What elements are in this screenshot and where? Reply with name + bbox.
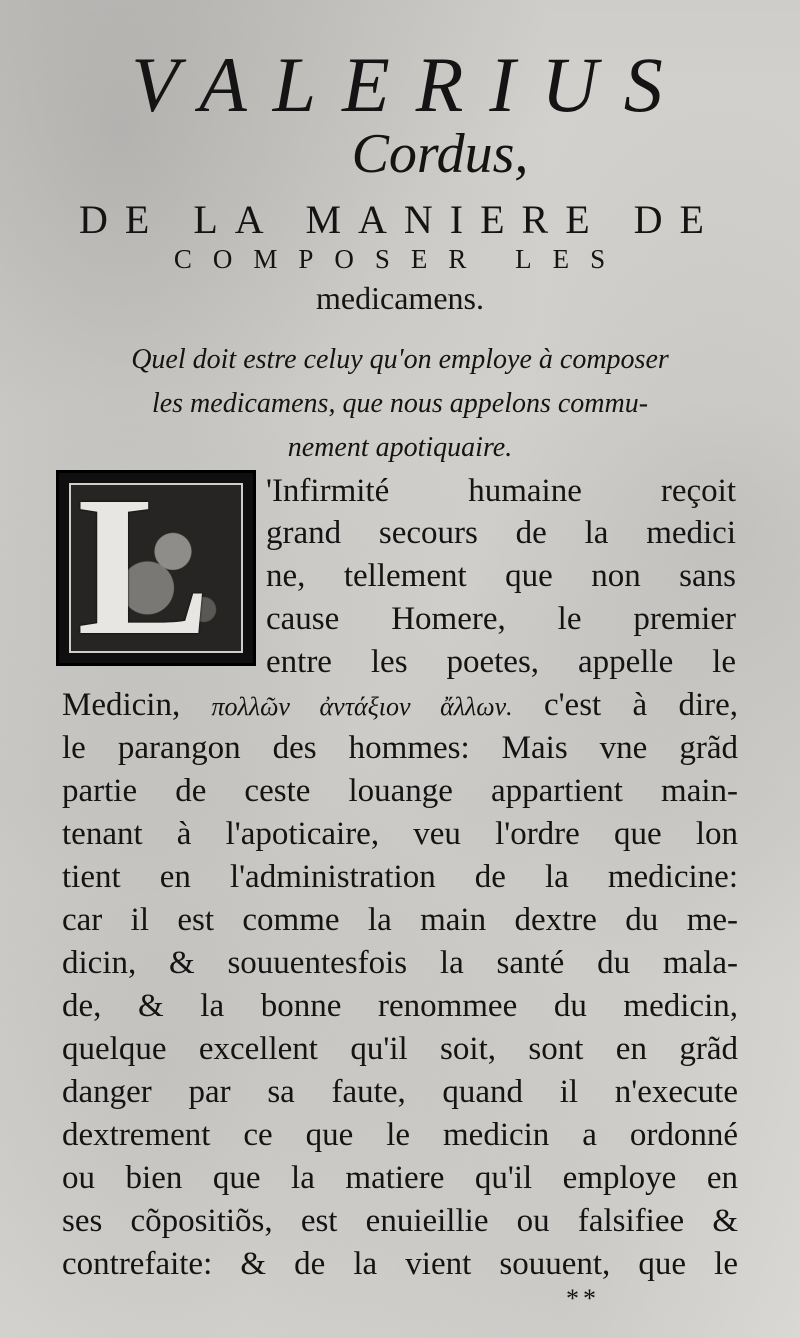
text-line: grand secours de la medici <box>266 515 736 551</box>
text-line: ne, tellement que non sans <box>266 558 736 594</box>
signature-mark: ** <box>566 1284 600 1313</box>
initial-letter: L <box>77 456 211 677</box>
text-line: danger par sa faute, quand il n'execute <box>62 1074 738 1110</box>
author-heading: VALERIUS <box>131 41 689 128</box>
text-line-medicin <box>62 686 738 726</box>
text-line: dicin, & souuentesfois la santé du mala- <box>62 945 738 981</box>
greek-quotation: πολλῶν ἀντάξιον ἄλλων. <box>211 692 513 721</box>
text-line: cause Homere, le premier <box>266 601 736 637</box>
subtitle-line: nement apotiquaire. <box>287 432 513 463</box>
text-line: car il est comme la main dextre du me- <box>62 902 738 938</box>
subtitle-line: Quel doit estre celuy qu'on employe à composer <box>131 344 669 375</box>
text-line: quelque excellent qu'il soit, sont en grãd <box>62 1031 738 1067</box>
text-line: dextrement ce que le medicin a ordonné <box>62 1117 738 1153</box>
text-line: de, & la bonne renommee du medicin, <box>62 988 738 1024</box>
text-line: ou bien que la matiere qu'il employe en <box>62 1160 738 1196</box>
text-line: ses cõpositiõs, est enuieillie ou falsifiee & <box>62 1203 738 1239</box>
text-line: le parangon des hommes: Mais vne grãd <box>62 730 738 766</box>
title-line-1: DE LA MANIERE DE <box>79 197 721 242</box>
title-line-2: COMPOSER LES <box>173 244 627 274</box>
text-line: partie de ceste louange appartient main- <box>62 773 738 809</box>
text-fragment: c'est à dire, <box>543 687 739 723</box>
text-line: tenant à l'apoticaire, veu l'ordre que lon <box>62 816 738 852</box>
text-line: contrefaite: & de la vient souuent, que le <box>62 1246 738 1282</box>
subtitle-line: les medicamens, que nous appelons commu- <box>151 388 649 419</box>
text-line: 'Infirmité humaine reçoit <box>266 473 736 509</box>
title-line-3: medicamens. <box>316 280 484 316</box>
text-fragment: Medicin, <box>62 687 181 723</box>
author-surname: Cordus, <box>351 123 529 185</box>
text-line: tient en l'administration de la medicine: <box>62 859 738 895</box>
text-line: entre les poetes, appelle le <box>266 644 736 680</box>
